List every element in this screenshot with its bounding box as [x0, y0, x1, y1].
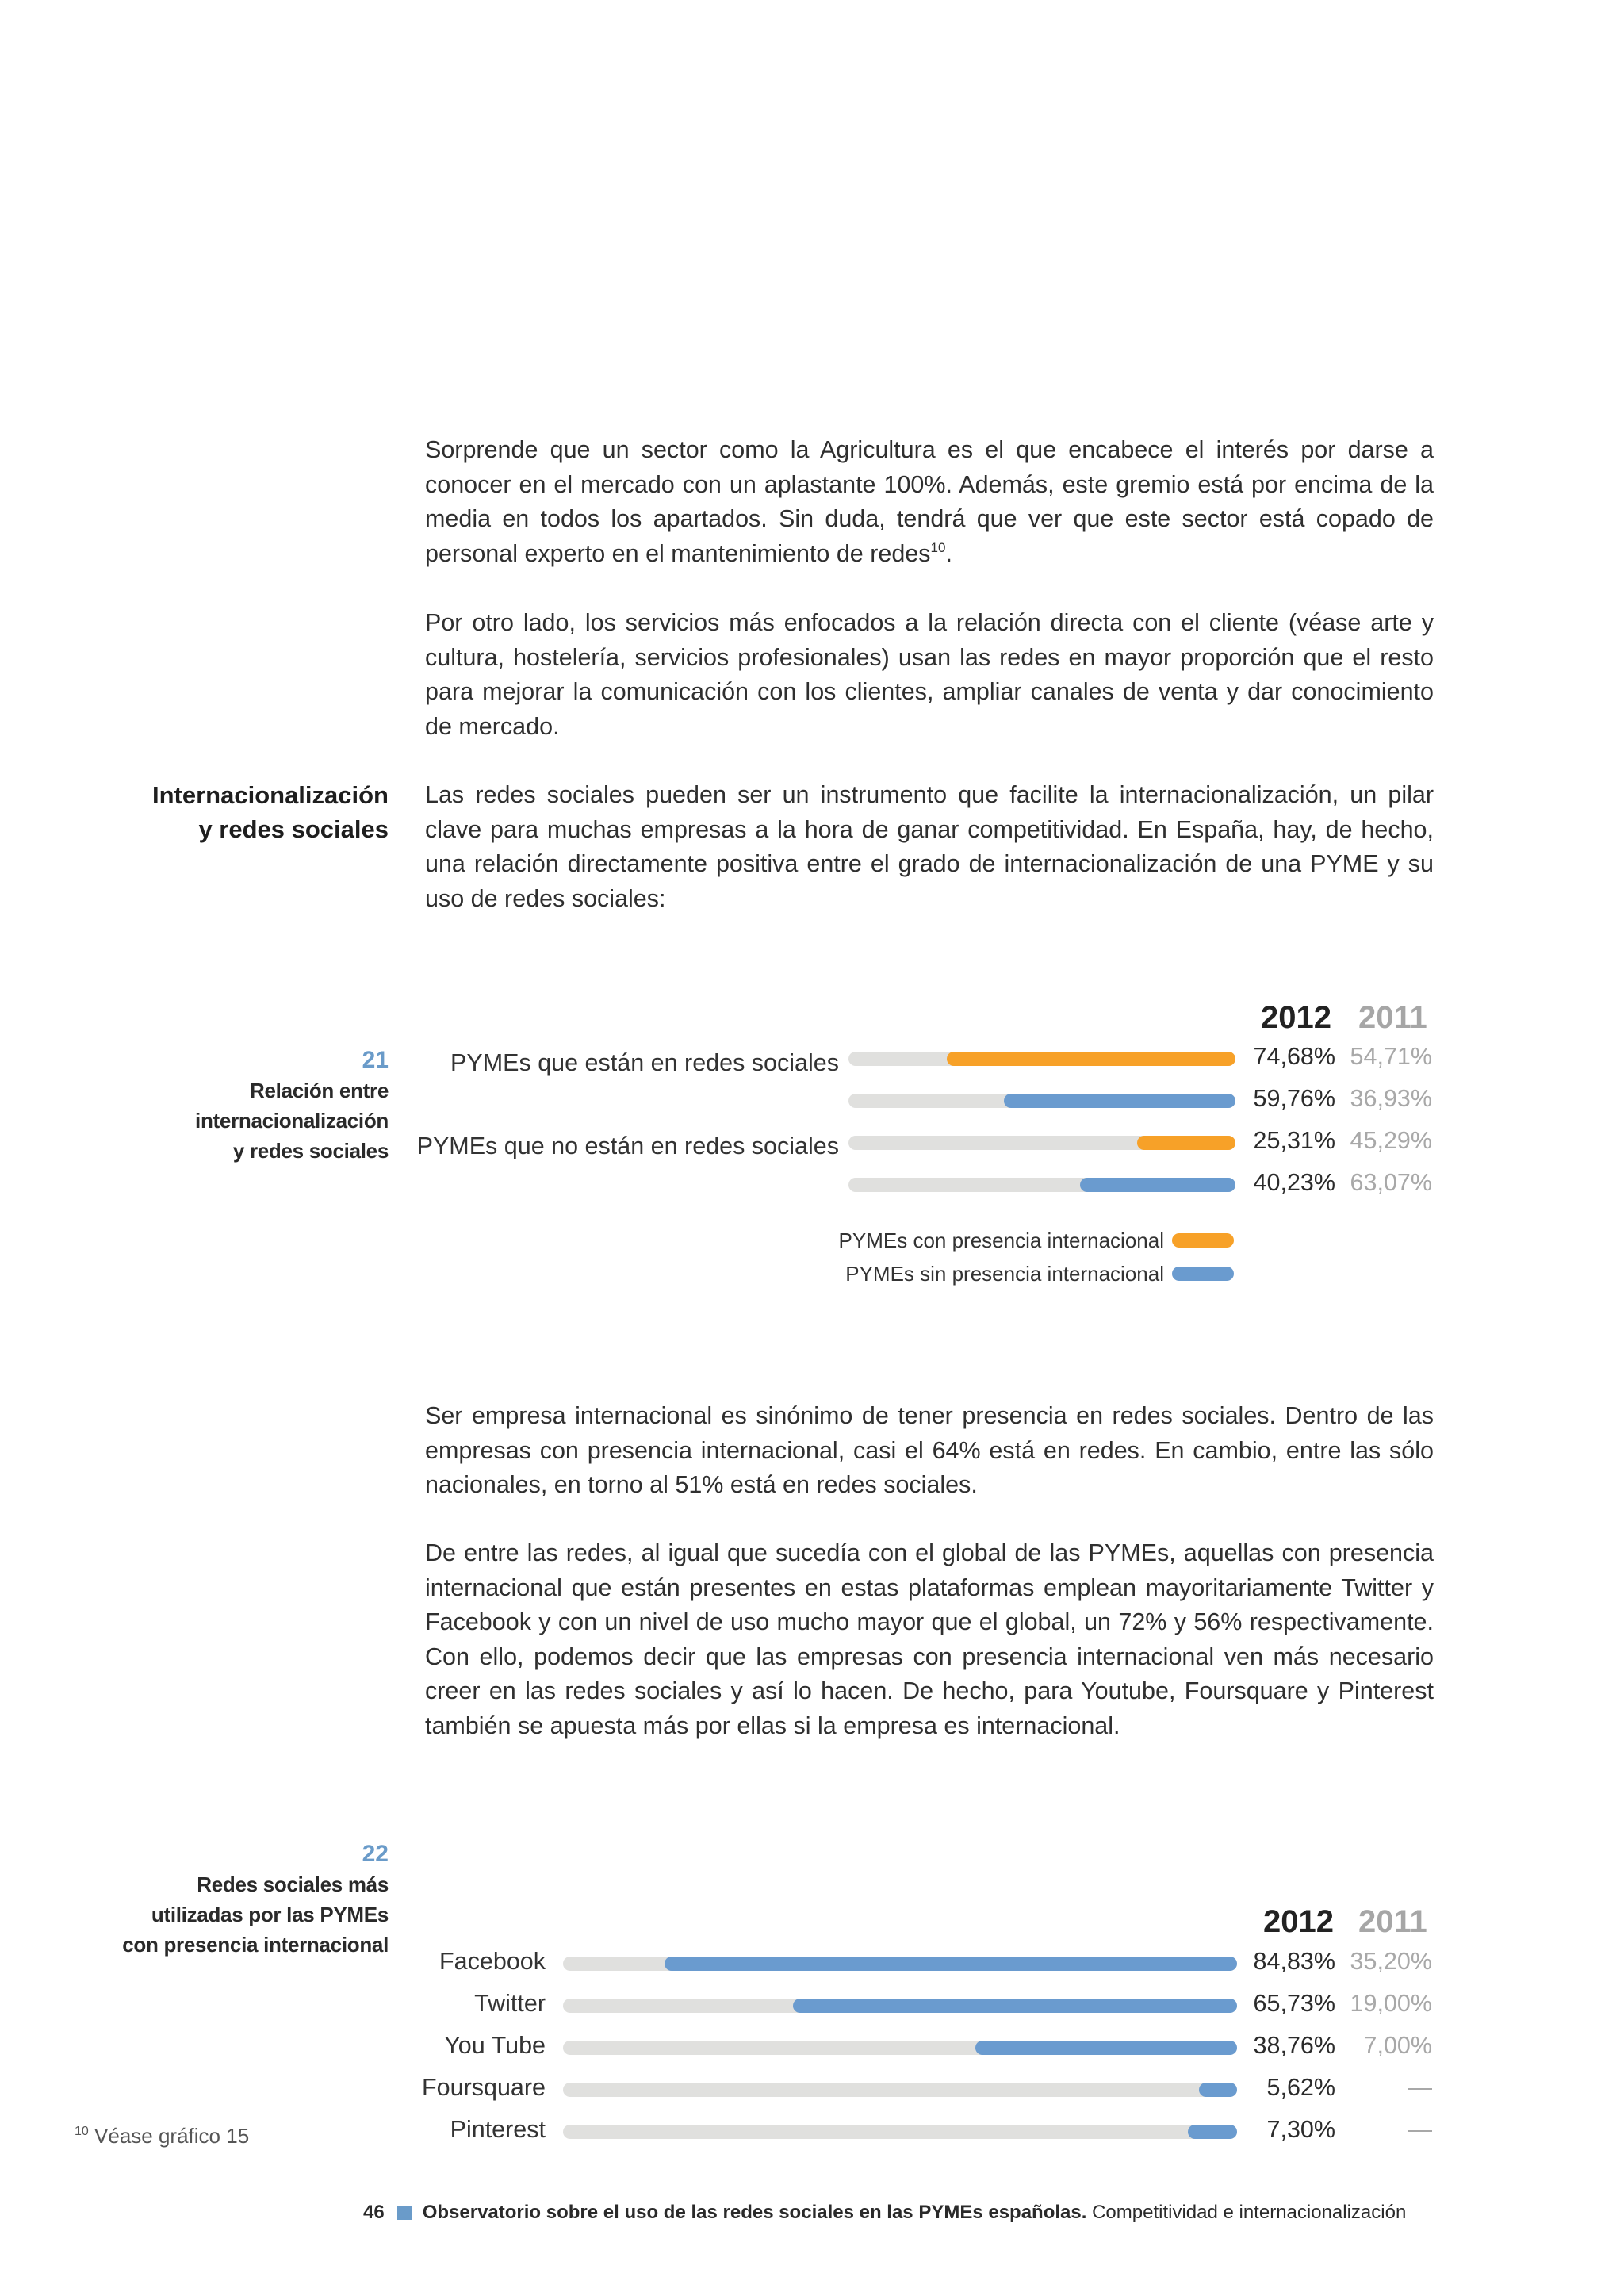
paragraph-servicios: Por otro lado, los servicios más enfocados a la relación directa con el cliente (véase arte y cultura, hostelería, servicios profesionales) usan las redes en mayor proporción que el resto para mejorar la comunicación con los clientes, ampliar canales de venta y dar conocimiento de mercado.: [425, 609, 1434, 740]
bar-track: [563, 1957, 1237, 1971]
bar-blue: [793, 1999, 1237, 2013]
figure-title-line3: y redes sociales: [232, 1139, 389, 1163]
row-label-no-en-redes: PYMEs que no están en redes sociales: [416, 1133, 839, 1159]
bar-track: [563, 1999, 1237, 2013]
value-2011: —: [1408, 2116, 1432, 2143]
bar-orange: [1137, 1136, 1235, 1150]
figure-number: 22: [362, 1841, 389, 1867]
paragraph-end: .: [945, 539, 952, 567]
figure-title-line2: internacionalización: [195, 1109, 389, 1133]
bar-blue: [1199, 2083, 1237, 2097]
year-2012-header: 2012: [1263, 1904, 1334, 1939]
category-label: Foursquare: [422, 2074, 546, 2101]
category-label: Facebook: [439, 1948, 546, 1975]
bar-track: [848, 1094, 1235, 1108]
figure-22-label: [71, 1839, 389, 1960]
bar-track: [848, 1178, 1235, 1192]
legend-label-sin-presencia: PYMEs sin presencia internacional: [845, 1262, 1164, 1286]
footnote-text: Véase gráfico 15: [94, 2124, 250, 2148]
footnote-number: 10: [75, 2125, 89, 2138]
value-2012: 38,76%: [1253, 2032, 1335, 2059]
paragraph-internacionalizacion: Las redes sociales pueden ser un instrumento que facilite la internacionalización, un pilar clave para muchas empresas a la hora de ganar competitividad. En España, hay, de hecho, una relación directamente positiva entre el grado de internacionalización de una PYME y su uso de redes sociales:: [425, 781, 1434, 912]
value-2011: 45,29%: [1350, 1127, 1432, 1154]
section-heading-line2: y redes sociales: [198, 815, 389, 843]
bar-blue: [1004, 1094, 1235, 1108]
value-2012: 25,31%: [1253, 1127, 1335, 1154]
figure-number: 21: [362, 1047, 389, 1073]
figure-title-line2: utilizadas por las PYMEs: [151, 1903, 389, 1926]
bar-track: [563, 2125, 1237, 2139]
figure-21-label: [71, 1045, 389, 1166]
footnote-ref: 10: [930, 539, 946, 555]
value-2011: 19,00%: [1350, 1990, 1432, 2017]
year-2011-header: 2011: [1358, 1000, 1427, 1035]
value-2012: 40,23%: [1253, 1169, 1335, 1196]
section-heading-line1: Internacionalización: [151, 781, 389, 809]
bar-track: [848, 1136, 1235, 1150]
bar-blue: [975, 2041, 1237, 2055]
bar-blue: [1188, 2125, 1237, 2139]
value-2012: 59,76%: [1253, 1085, 1335, 1112]
figure-title-line1: Relación entre: [250, 1079, 389, 1102]
footnote: [75, 2124, 249, 2148]
value-2012: 74,68%: [1253, 1043, 1335, 1070]
value-2011: 35,20%: [1350, 1948, 1432, 1975]
value-2011: 54,71%: [1350, 1043, 1432, 1070]
footer-title: Observatorio sobre el uso de las redes sociales en las PYMEs españolas.: [422, 2202, 1087, 2223]
paragraph-ser-empresa: Ser empresa internacional es sinónimo de tener presencia en redes sociales. Dentro de las empresas con presencia internacional, casi el 64% está en redes. En cambio, entre las sólo nacionales, en torno al 51% está en redes sociales.: [425, 1402, 1434, 1498]
value-2012: 84,83%: [1253, 1948, 1335, 1975]
paragraph-agricultura: [425, 433, 1434, 571]
bar-track: [563, 2083, 1237, 2097]
legend-swatch-orange: [1172, 1233, 1234, 1248]
value-2012: 7,30%: [1266, 2116, 1335, 2143]
value-2011: —: [1408, 2074, 1432, 2101]
category-label: Twitter: [474, 1990, 546, 2017]
bar-orange: [947, 1052, 1235, 1066]
value-2011: 36,93%: [1350, 1085, 1432, 1112]
row-label-en-redes: PYMEs que están en redes sociales: [450, 1049, 839, 1076]
footer-subtitle: Competitividad e internacionalización: [1092, 2202, 1407, 2223]
section-heading: [79, 778, 389, 846]
paragraph-text: Sorprende que un sector como la Agricultura es el que encabece el interés por darse a conocer en el mercado con un aplastante 100%. Además, este gremio está por encima de la media en todos los apartados. Sin duda, tendrá que ver que este sector está copado de personal experto en el mantenimiento de redes: [425, 436, 1434, 567]
bar-blue: [1080, 1178, 1235, 1192]
value-2011: 63,07%: [1350, 1169, 1432, 1196]
page-number: 46: [363, 2202, 385, 2223]
value-2012: 65,73%: [1253, 1990, 1335, 2017]
bar-track: [563, 2041, 1237, 2055]
legend-label-con-presencia: PYMEs con presencia internacional: [838, 1228, 1164, 1252]
year-2011-header: 2011: [1358, 1904, 1427, 1939]
value-2012: 5,62%: [1266, 2074, 1335, 2101]
figure-title-line1: Redes sociales más: [197, 1872, 389, 1896]
square-bullet-icon: [397, 2206, 412, 2220]
figure-title-line3: con presencia internacional: [122, 1933, 389, 1957]
value-2011: 7,00%: [1363, 2032, 1432, 2059]
legend-swatch-blue: [1172, 1267, 1234, 1281]
bar-track: [848, 1052, 1235, 1066]
paragraph-redes-internacional: De entre las redes, al igual que sucedía con el global de las PYMEs, aquellas con presencia internacional que están presentes en estas plataformas emplean mayoritariamente Twitter y Facebook y con un nivel de uso mucho mayor que el global, un 72% y 56% respectivamente. Con ello, podemos decir que las empresas con presencia internacional ven más necesario creer en las redes sociales y así lo hacen. De hecho, para Youtube, Foursquare y Pinterest también se apuesta más por ellas si la empresa es internacional.: [425, 1539, 1434, 1739]
bar-blue: [665, 1957, 1237, 1971]
page-footer: [363, 2201, 1406, 2225]
category-label: You Tube: [444, 2032, 546, 2059]
category-label: Pinterest: [450, 2116, 546, 2143]
year-2012-header: 2012: [1261, 1000, 1331, 1035]
